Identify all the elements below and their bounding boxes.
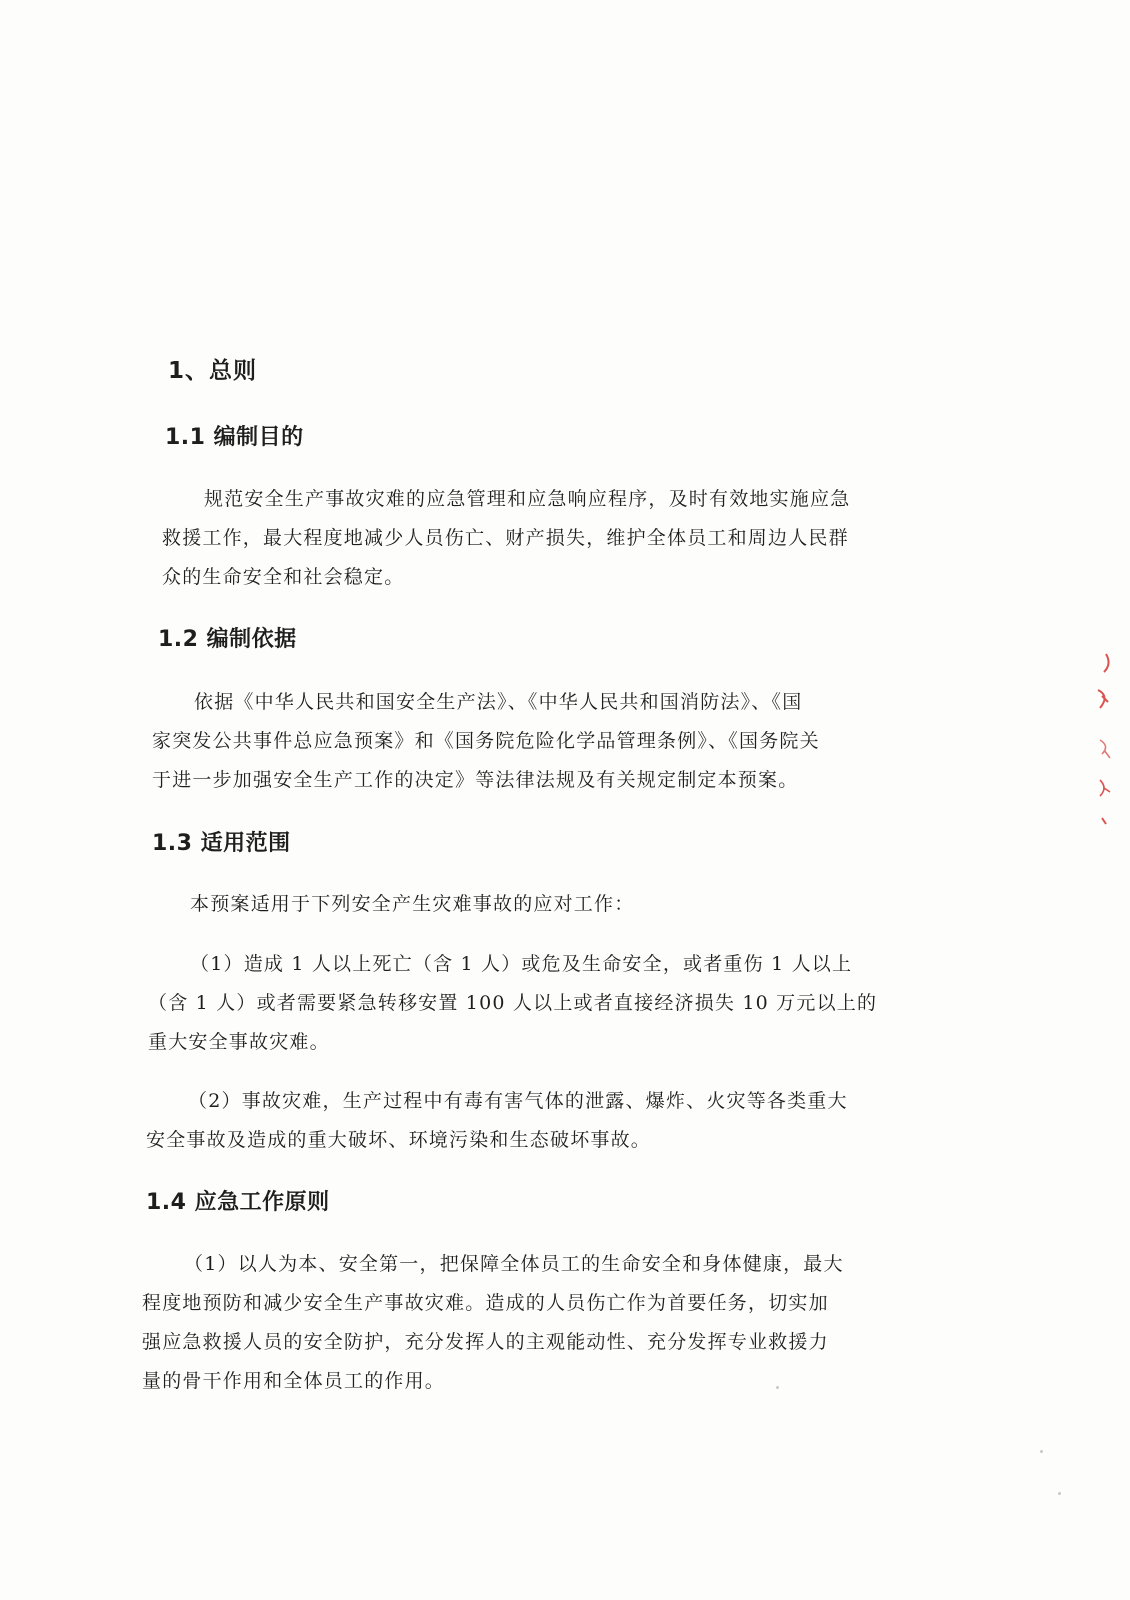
text-line: 程度地预防和减少安全生产事故灾难。造成的人员伤亡作为首要任务，切实加	[142, 1292, 829, 1314]
text-line: （2）事故灾难，生产过程中有毒有害气体的泄露、爆炸、火灾等各类重大	[188, 1090, 848, 1112]
subsection-title-principles: 1.4 应急工作原则	[146, 1190, 330, 1215]
paragraph-purpose	[162, 480, 850, 597]
paragraph-basis	[152, 683, 820, 800]
text-line: 重大安全事故灾难。	[148, 1031, 330, 1053]
text-line: 安全事故及造成的重大破坏、环境污染和生态破坏事故。	[146, 1129, 652, 1151]
scan-speck	[776, 1386, 779, 1389]
subsection-title-basis: 1.2 编制依据	[158, 627, 297, 652]
text-line: 规范安全生产事故灾难的应急管理和应急响应程序，及时有效地实施应急	[204, 488, 851, 510]
text-line: 众的生命安全和社会稳定。	[162, 566, 405, 588]
subsection-title-scope: 1.3 适用范围	[152, 831, 291, 856]
text-line: （1）造成 1 人以上死亡（含 1 人）或危及生命安全，或者重伤 1 人以上	[190, 953, 853, 975]
text-line: （1）以人为本、安全第一，把保障全体员工的生命安全和身体健康，最大	[184, 1253, 844, 1275]
subsection-title-purpose: 1.1 编制目的	[165, 425, 304, 450]
scan-speck	[1058, 1492, 1061, 1495]
text-line: 于进一步加强安全生产工作的决定》等法律法规及有关规定制定本预案。	[152, 769, 799, 791]
principle-item-1	[142, 1245, 844, 1401]
text-line: 强应急救援人员的安全防护，充分发挥人的主观能动性、充分发挥专业救援力	[142, 1331, 829, 1353]
scope-intro: 本预案适用于下列安全产生灾难事故的应对工作：	[190, 893, 635, 915]
text-line: 家突发公共事件总应急预案》和《国务院危险化学品管理条例》、《国务院关	[152, 730, 820, 752]
scope-item-1	[148, 945, 877, 1062]
seal-stamp-fragment	[1088, 650, 1118, 830]
text-line: 依据《中华人民共和国安全生产法》、《中华人民共和国消防法》、《国	[194, 691, 803, 713]
scope-item-2	[146, 1082, 848, 1160]
section-title: 1、总则	[168, 358, 258, 384]
text-line: 量的骨干作用和全体员工的作用。	[142, 1370, 446, 1392]
text-line: （含 1 人）或者需要紧急转移安置 100 人以上或者直接经济损失 10 万元以上的	[148, 992, 878, 1014]
text-line: 救援工作，最大程度地减少人员伤亡、财产损失，维护全体员工和周边人民群	[162, 527, 849, 549]
scan-speck	[1040, 1450, 1043, 1453]
